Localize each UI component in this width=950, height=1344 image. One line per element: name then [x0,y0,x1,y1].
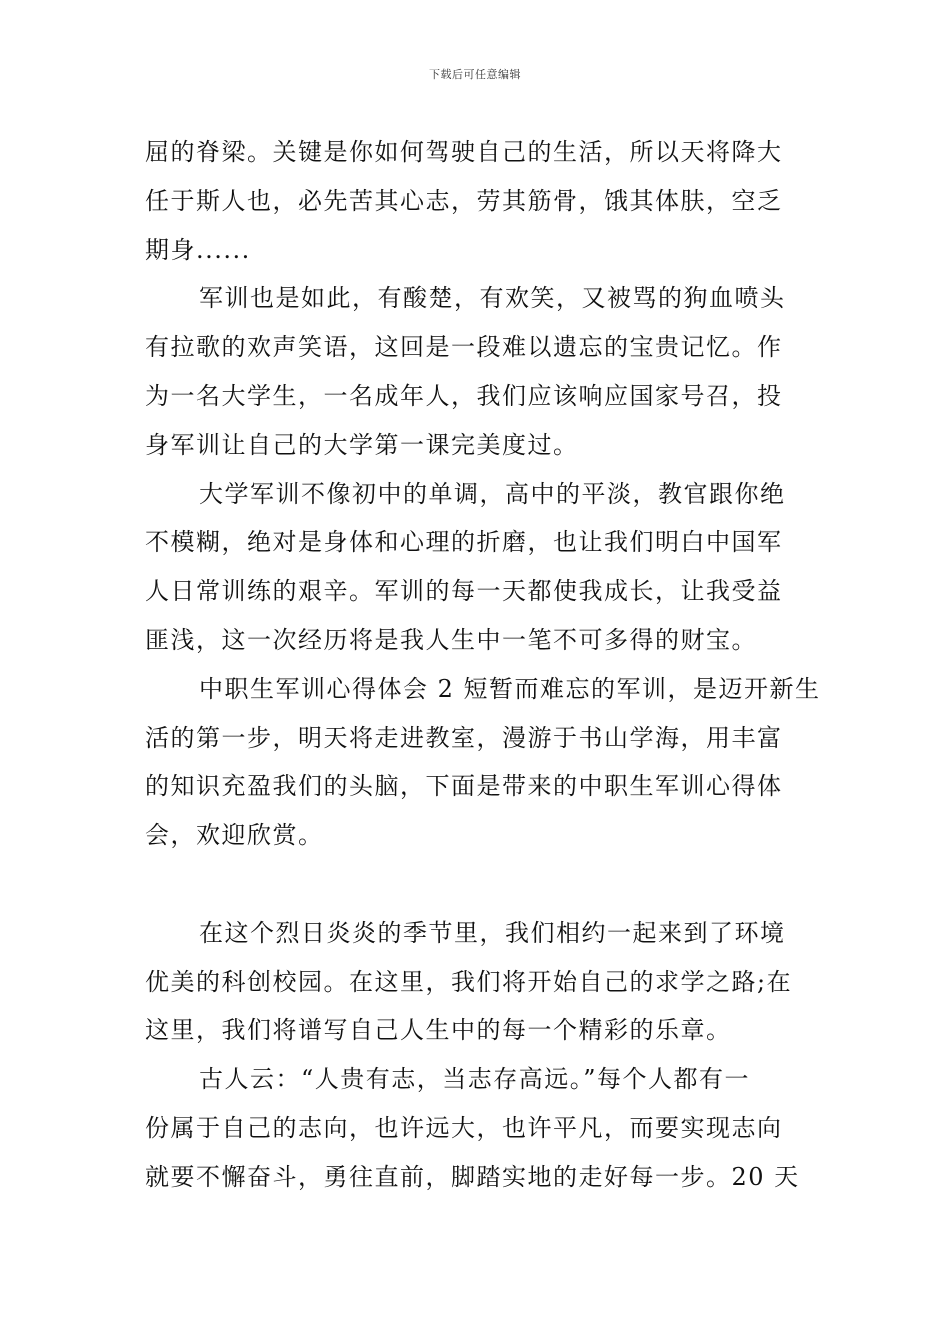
document-body [145,128,821,1202]
text-line: 的知识充盈我们的头脑，下面是带来的中职生军训心得体 [145,772,783,801]
text-line: 会，欢迎欣赏。 [145,821,324,850]
blank-line [145,860,809,909]
text-line: 匪浅，这一次经历将是我人生中一笔不可多得的财宝。 [145,625,757,654]
text-line: 有拉歌的欢声笑语，这回是一段难以遗忘的宝贵记忆。作 [145,333,783,362]
paragraph-start-line: 大学军训不像初中的单调，高中的平淡，教官跟你绝 [199,479,786,508]
paragraph-start-line: 中职生军训心得体会 2 短暂而难忘的军训，是迈开新生 [199,674,821,703]
page-header: 下载后可任意编辑 [429,68,521,81]
text-line: 身军训让自己的大学第一课完美度过。 [145,430,579,459]
paragraph-start-line: 军训也是如此，有酸楚，有欢笑，又被骂的狗血喷头 [199,284,786,313]
text-line: 优美的科创校园。在这里，我们将开始自己的求学之路;在 [145,967,793,996]
paragraph-start-line: 古人云：“人贵有志，当志存高远。”每个人都有一 [199,1065,751,1094]
text-line: 期身...... [145,235,251,264]
text-line: 人日常训练的艰辛。军训的每一天都使我成长，让我受益 [145,577,783,606]
text-line: 这里，我们将谱写自己人生中的每一个精彩的乐章。 [145,1016,732,1045]
text-line: 屈的脊梁。关键是你如何驾驶自己的生活，所以天将降大 [145,138,783,166]
text-line: 活的第一步，明天将走进教室，漫游于书山学海，用丰富 [145,723,783,752]
text-line: 任于斯人也，必先苦其心志，劳其筋骨，饿其体肤，空乏 [145,186,783,215]
text-line: 为一名大学生，一名成年人，我们应该响应国家号召，投 [145,381,783,410]
text-line: 不模糊，绝对是身体和心理的折磨，也让我们明白中国军 [145,528,783,557]
paragraph-start-line: 在这个烈日炎炎的季节里，我们相约一起来到了环境 [199,918,786,947]
text-line: 份属于自己的志向，也许远大，也许平凡，而要实现志向 [145,1113,783,1142]
text-line: 就要不懈奋斗，勇往直前，脚踏实地的走好每一步。20 天 [145,1162,800,1191]
